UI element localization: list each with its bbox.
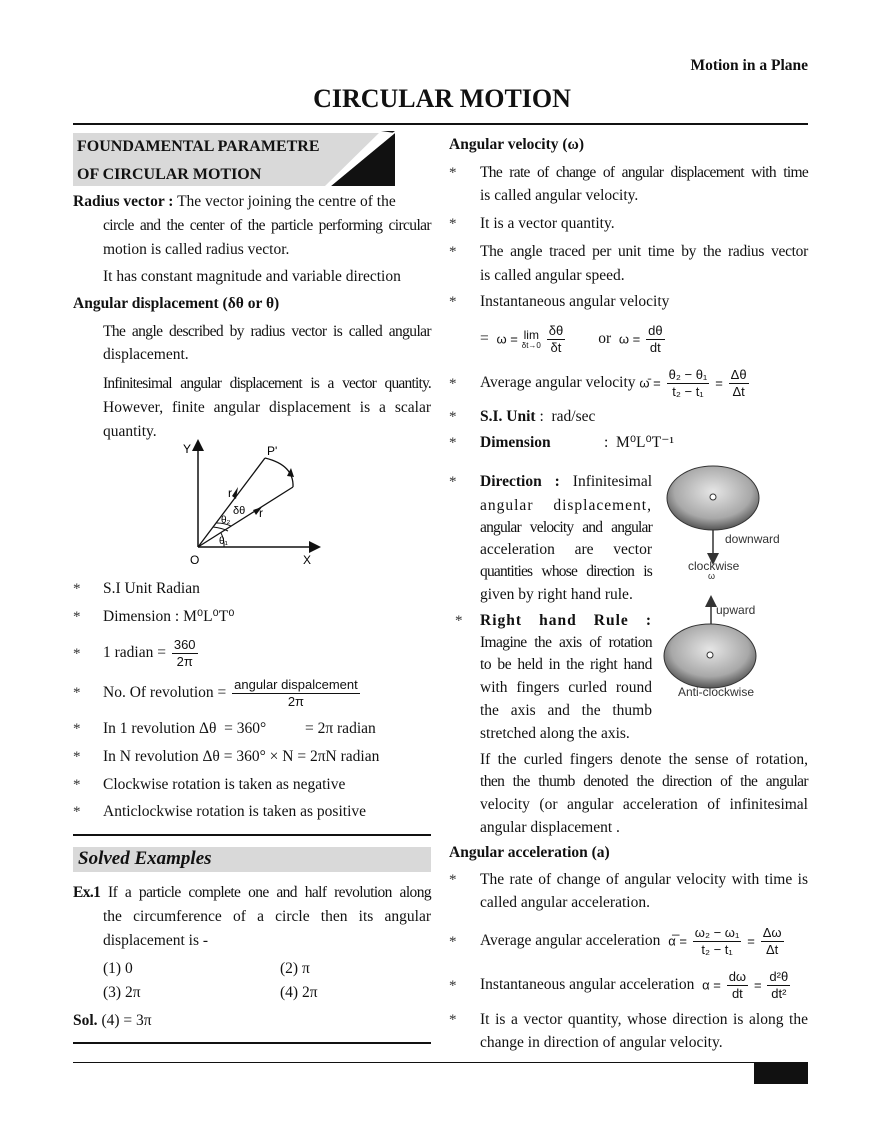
radius-vector-text: The vector joining the centre of the (173, 193, 396, 210)
rhr-cont-2: then the thumb denoted the direction of the angular (480, 773, 808, 790)
solution-label: Sol. (73, 1012, 98, 1029)
direction-line2: angular displacement, (480, 497, 652, 514)
anticlockwise-label: Anti-clockwise (678, 685, 755, 699)
bullet: * (73, 581, 81, 597)
radius-vector-line4: It has constant magnitude and variable direction (103, 268, 401, 285)
label-r2: r (259, 506, 263, 520)
arc-arrow (287, 468, 294, 477)
label-p: P' (267, 444, 278, 458)
radius-line-p (198, 458, 265, 547)
acc-def-2: called angular acceleration. (480, 894, 650, 911)
rotation-direction-figure (660, 460, 790, 710)
inst-ang-acc: Instantaneous angular acceleration α = $\frac{d\omega}{dt}$ = $\frac{\text{d²θ}}{\text{dt²}}$ (480, 968, 789, 1001)
label-y: Y (183, 442, 192, 456)
si-unit-radian: S.I Unit Radian (103, 580, 200, 597)
bullet: * (449, 294, 457, 310)
angular-displacement-heading: Angular displacement (δθ or θ) (73, 295, 280, 312)
rhr-line5: stretched along the axis. (480, 725, 630, 742)
bullet: * (449, 474, 457, 490)
section-heading-corner (325, 131, 397, 187)
bullet: * (449, 244, 457, 260)
vector-quantity: It is a vector quantity. (480, 215, 615, 232)
section-heading-line1: FOUNDAMENTAL PARAMETRE (77, 138, 320, 155)
avg-ang-vel: Average angular velocity ω̄ = $\frac{\text{θ₂ − θ₁}}{\text{t₂ − t₁}}$ = $\frac{\Delta\theta}{\Delta t}$ (480, 366, 747, 399)
revolution-label: No. Of revolution = (103, 684, 227, 701)
solved-examples-title: Solved Examples (78, 848, 212, 869)
radius-line-initial (198, 487, 293, 547)
ang-disp-line5: quantity. (103, 423, 157, 440)
inst-ang-vel-label: Instantaneous angular velocity (480, 293, 670, 310)
ang-disp-line1: The angle described by radius vector is called angular (103, 323, 431, 340)
clockwise-rule: Clockwise rotation is taken as negative (103, 776, 346, 793)
downward-label: downward (725, 532, 780, 546)
radius-vector-line2: circle and the center of the particle performing circular (103, 217, 431, 234)
direction-line4: acceleration are vector (480, 541, 652, 558)
label-theta2: θ₂ (221, 515, 231, 526)
rhr-line4: the axis and the thumb (480, 702, 652, 719)
bullet: * (73, 685, 81, 701)
bullet: * (73, 609, 81, 625)
option-1: (1) 0 (103, 960, 133, 977)
upward-label: upward (716, 603, 756, 617)
bullet: * (449, 376, 457, 392)
option-4: (4) 2π (280, 984, 318, 1001)
radius-vector-line1 (73, 193, 396, 211)
angular-velocity-heading: Angular velocity (ω) (449, 136, 585, 153)
bullet: * (73, 749, 81, 765)
bottom-disc-axis-dot (707, 652, 713, 658)
ang-speed-1: The angle traced per unit time by the radius vector (480, 243, 808, 260)
label-o: O (190, 553, 200, 567)
page-title: CIRCULAR MOTION (313, 84, 571, 113)
top-disc-axis-dot (710, 494, 716, 500)
rhr-cont-1: If the curled fingers denote the sense of rotation, (480, 751, 808, 768)
bullet: * (449, 165, 457, 181)
ang-vel-def-1: The rate of change of angular displacement with time (480, 164, 808, 181)
bullet: * (449, 1012, 457, 1028)
one-radian (103, 635, 200, 671)
footer-rule (73, 1062, 808, 1063)
page-number-box (754, 1062, 808, 1084)
radius-vector-line3: motion is called radius vector. (103, 241, 290, 258)
direction-line3: angular velocity and angular (480, 519, 652, 536)
one-revolution: In 1 revolution Δθ = 360° = 2π radian (103, 720, 376, 737)
anticlockwise-rule: Anticlockwise rotation is taken as positive (103, 803, 367, 820)
radius-vector-term: Radius vector : (73, 193, 174, 210)
dimension-radian: Dimension : M⁰L⁰T⁰ (103, 608, 235, 625)
bullet: * (449, 409, 457, 425)
example-line2: the circumference of a circle then its angular (103, 908, 431, 925)
bullet: * (73, 721, 81, 737)
dimension-label: Dimension (480, 434, 551, 451)
label-theta1: θ₁ (219, 536, 228, 547)
direction-line5: quantities whose direction is (480, 563, 652, 580)
ang-vel-def-2: is called angular velocity. (480, 187, 639, 204)
ang-disp-line2: displacement. (103, 346, 189, 363)
rhr-cont-4: angular displacement . (480, 819, 620, 836)
bullet: * (73, 777, 81, 793)
number-of-revolution (103, 675, 362, 711)
rhr-line1: Imagine the axis of rotation (480, 634, 652, 651)
example-line1: Ex.1 If a particle complete one and half revolution along (73, 884, 431, 901)
angular-displacement-diagram (170, 435, 330, 570)
rhr-line2: to be held in the right hand (480, 656, 652, 673)
bullet: * (449, 872, 457, 888)
chapter-title: Motion in a Plane (690, 57, 808, 74)
option-2: (2) π (280, 960, 310, 977)
revolution-fraction: $\frac{\text{angular dispalcement}}{2\pi}$ (234, 676, 358, 709)
title-rule (73, 123, 808, 125)
option-3: (3) 2π (103, 984, 141, 1001)
label-r1: r (228, 486, 232, 500)
bullet: * (449, 934, 457, 950)
rhr-line3: with fingers curled round (480, 679, 652, 696)
bullet: * (73, 646, 81, 662)
acc-def-1: The rate of change of angular velocity with time is (480, 871, 808, 888)
divider (73, 1042, 431, 1044)
omega-label: ω (708, 571, 716, 581)
bullet: * (73, 804, 81, 820)
divider (73, 834, 431, 836)
dimension-value: : M⁰L⁰T⁻¹ (604, 434, 675, 451)
one-radian-label: 1 radian = (103, 644, 166, 661)
acc-vector-2: change in direction of angular velocity. (480, 1034, 723, 1051)
label-dtheta: δθ (233, 505, 246, 517)
rhr-title: Right hand Rule : (480, 612, 652, 629)
direction-line1: Direction : Infinitesimal (480, 473, 652, 490)
bullet: * (449, 435, 457, 451)
label-x: X (303, 553, 312, 567)
bullet: * (455, 613, 463, 629)
rhr-cont-3: velocity (or angular acceleration of infinitesimal (480, 796, 808, 813)
ang-disp-line3: Infinitesimal angular displacement is a vector quantity. (103, 375, 431, 392)
bullet: * (449, 978, 457, 994)
n-revolution: In N revolution Δθ = 360° × N = 2πN radian (103, 748, 380, 765)
inst-ang-vel-formula: = ω = lim δt→0 $\frac{\delta\theta}{\delta t}$ or ω = $\frac{d\theta}{dt}$ (480, 322, 663, 355)
angular-acceleration-heading: Angular acceleration (a) (449, 844, 610, 861)
one-radian-fraction: $\frac{360}{2\pi}$ (173, 636, 196, 669)
example-label: Ex.1 (73, 884, 101, 901)
ang-disp-line4: However, finite angular displacement is a scalar (103, 399, 431, 416)
clockwise-label: clockwise (688, 559, 740, 573)
example-line3: displacement is - (103, 932, 209, 949)
direction-line6: given by right hand rule. (480, 586, 633, 603)
acc-vector-1: It is a vector quantity, whose direction is along the (480, 1011, 808, 1028)
section-heading-line2: OF CIRCULAR MOTION (77, 166, 262, 183)
ang-speed-2: is called angular speed. (480, 267, 625, 284)
radius-arrow-1 (232, 487, 238, 499)
si-unit-ang-vel: S.I. Unit : rad/sec (480, 408, 596, 425)
bullet: * (449, 216, 457, 232)
solution: Sol. (4) = 3π (73, 1012, 152, 1029)
avg-ang-acc: Average angular acceleration α̅ = $\frac{\text{ω₂ − ω₁}}{\text{t₂ − t₁}}$ = $\frac{\Delta\omega}{\Delta t}$ (480, 924, 782, 957)
